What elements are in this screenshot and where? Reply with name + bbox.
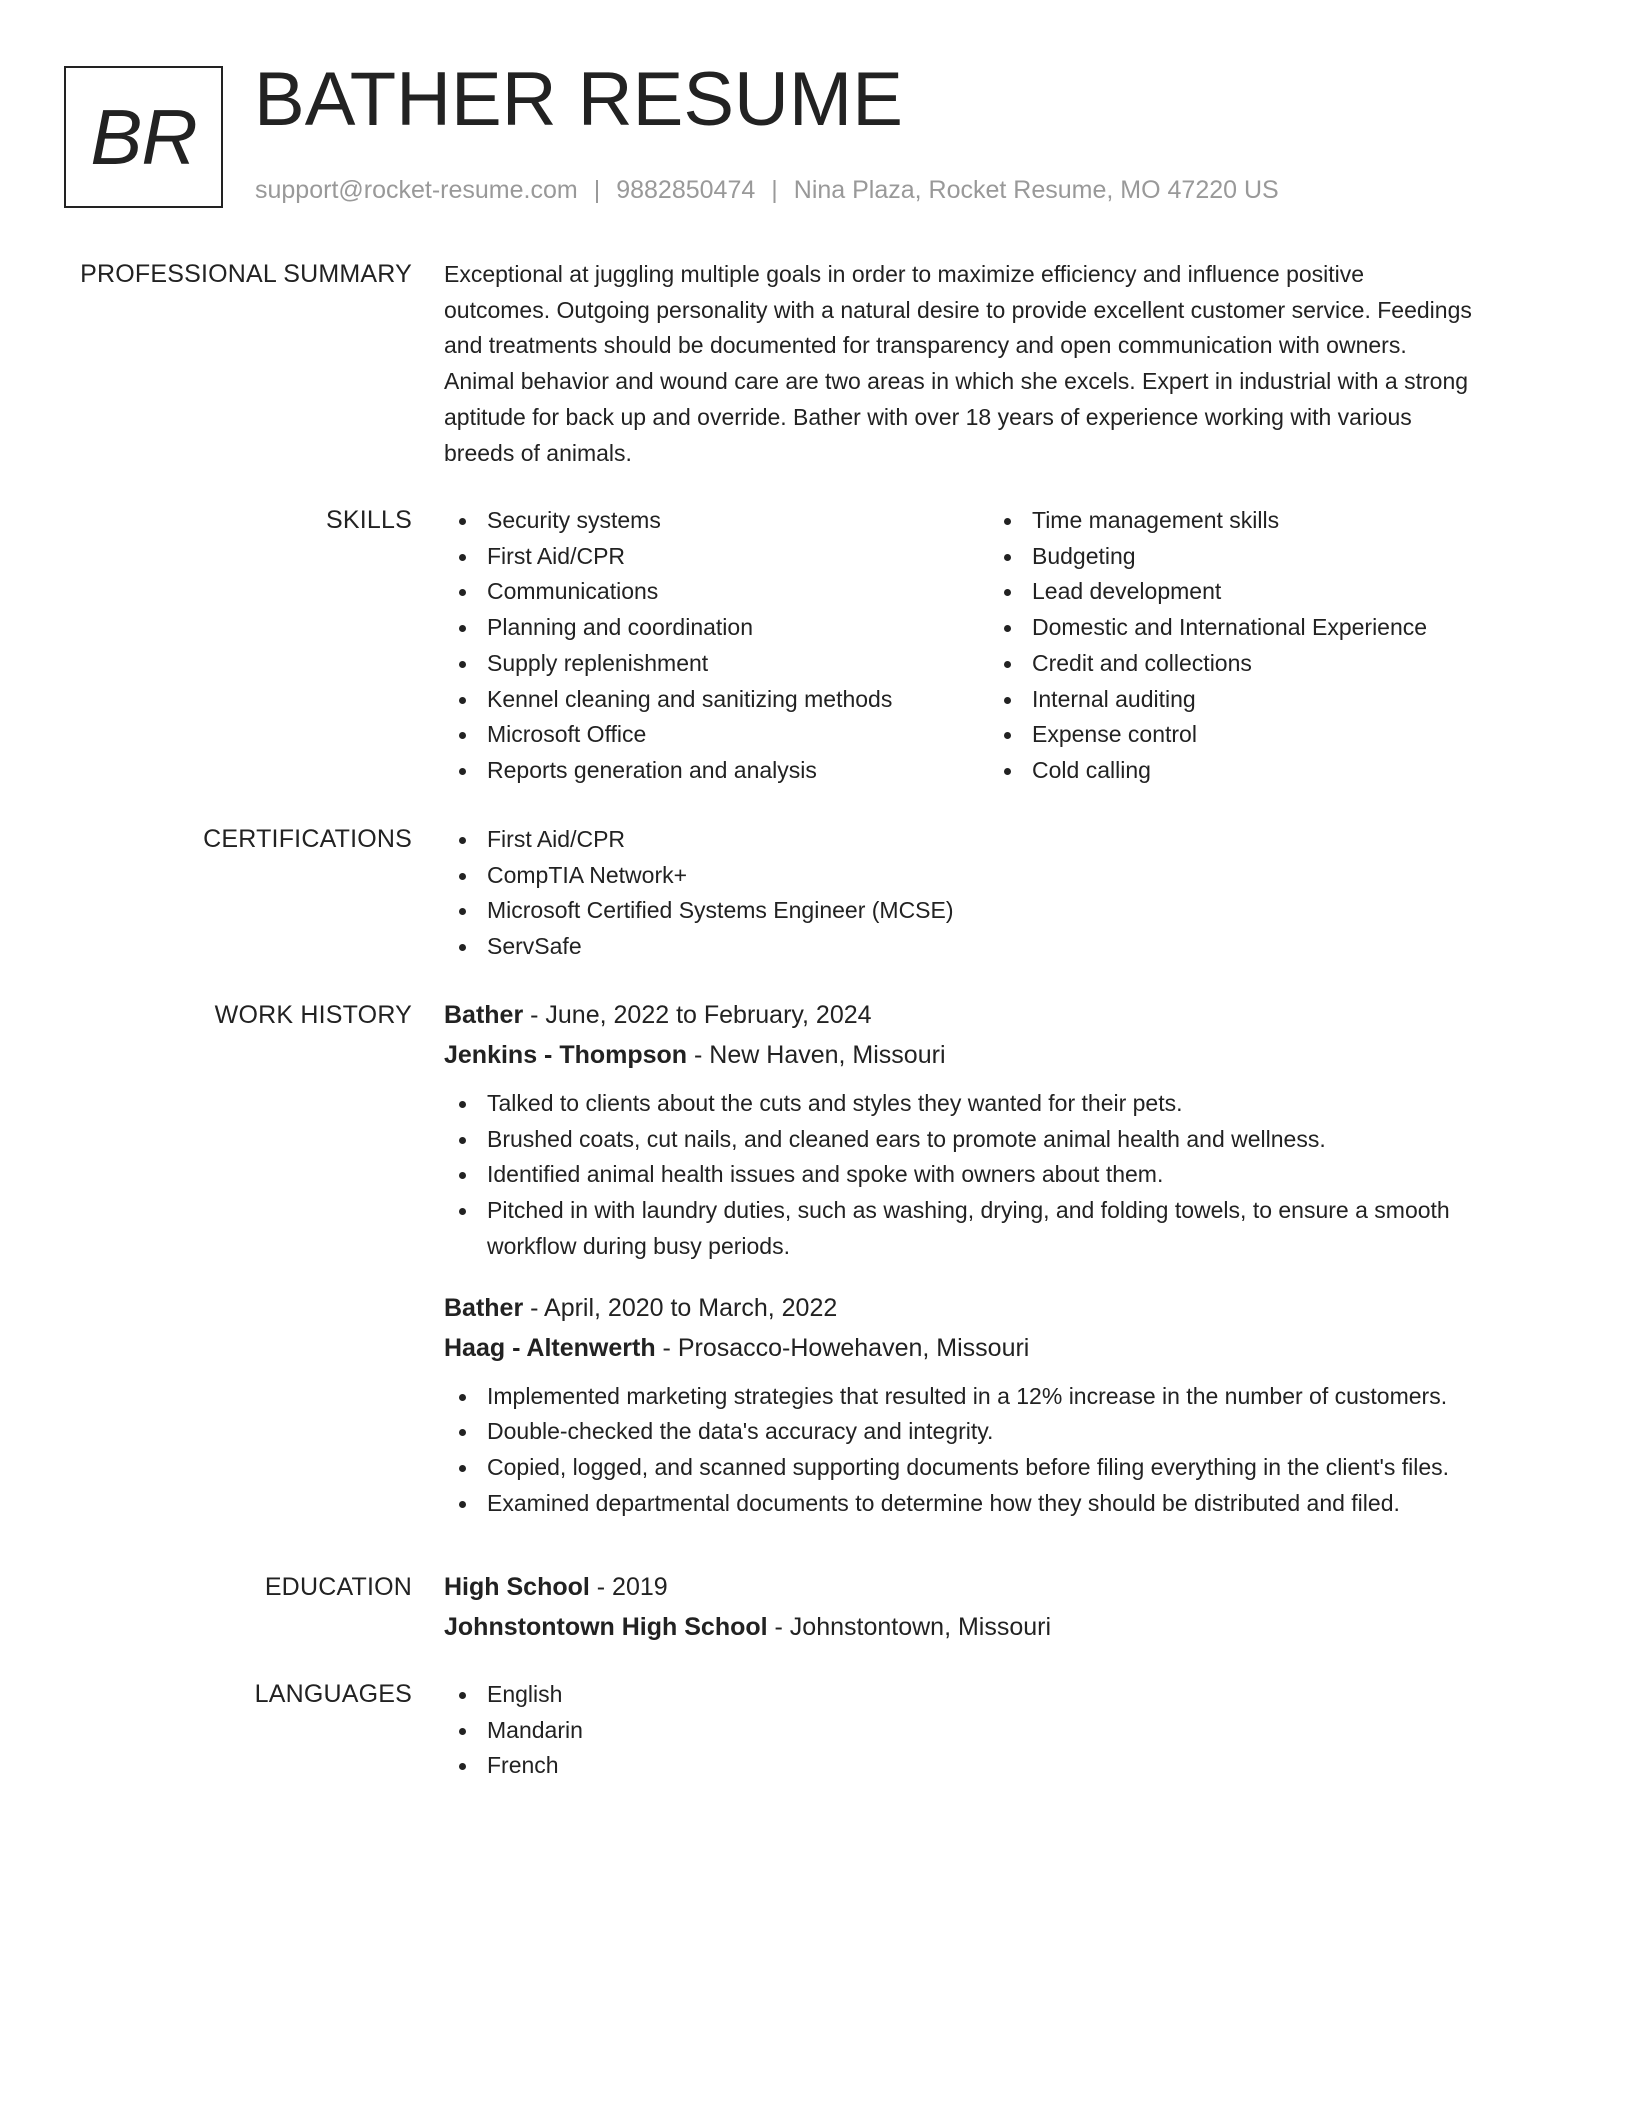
job-company-line: [444, 1035, 1564, 1075]
skill-item: Microsoft Office: [444, 717, 989, 753]
monogram-box: [64, 66, 223, 208]
skill-item: Lead development: [989, 574, 1534, 610]
summary-label: PROFESSIONAL SUMMARY: [80, 260, 412, 288]
contact-email: support@rocket-resume.com: [255, 176, 578, 204]
skill-item: First Aid/CPR: [444, 539, 989, 575]
education-year: - 2019: [589, 1573, 668, 1601]
job-bullet: Double-checked the data's accuracy and integrity.: [444, 1414, 1564, 1450]
job-location: - Prosacco-Howehaven, Missouri: [655, 1333, 1030, 1362]
work-history-body: [444, 995, 1564, 1521]
skill-item: Kennel cleaning and sanitizing methods: [444, 682, 989, 718]
skill-item: Reports generation and analysis: [444, 753, 989, 789]
skills-label: SKILLS: [326, 506, 412, 534]
job-title-line: [444, 1288, 1564, 1328]
skills-list-right: [989, 503, 1534, 789]
job-bullet: Implemented marketing strategies that resulted in a 12% increase in the number of customers.: [444, 1379, 1564, 1415]
skills-columns: [444, 503, 1564, 789]
language-item: Mandarin: [444, 1713, 1564, 1749]
certification-item: First Aid/CPR: [444, 822, 1564, 858]
skill-item: Cold calling: [989, 753, 1534, 789]
job-bullet: Examined departmental documents to determine how they should be distributed and filed.: [444, 1486, 1564, 1522]
job-bullet: Identified animal health issues and spoke with owners about them.: [444, 1157, 1564, 1193]
languages-body: [444, 1677, 1564, 1784]
contact-separator: |: [771, 176, 778, 204]
skill-item: Security systems: [444, 503, 989, 539]
skill-item: Time management skills: [989, 503, 1534, 539]
certifications-list: [444, 822, 1564, 965]
certifications-label: CERTIFICATIONS: [203, 825, 412, 853]
job-company: Haag - Altenwerth: [444, 1333, 656, 1362]
job-location: - New Haven, Missouri: [687, 1041, 946, 1069]
education-body: [444, 1567, 1564, 1647]
job-title-line: [444, 995, 1564, 1035]
certification-item: ServSafe: [444, 929, 1564, 965]
skill-item: Communications: [444, 574, 989, 610]
job-entry: [444, 995, 1564, 1265]
contact-address: Nina Plaza, Rocket Resume, MO 47220 US: [793, 176, 1279, 204]
job-bullet: Copied, logged, and scanned supporting documents before filing everything in the client's files.: [444, 1450, 1564, 1486]
summary-line: outcomes. Outgoing personality with a natural desire to provide excellent customer service. Feedings: [444, 296, 1472, 323]
job-company: Jenkins - Thompson: [444, 1041, 688, 1069]
job-dates: - April, 2020 to March, 2022: [523, 1293, 838, 1322]
skills-body: [444, 503, 1564, 789]
skill-item: Supply replenishment: [444, 646, 989, 682]
job-title: Bather: [444, 1001, 524, 1029]
job-dates: - June, 2022 to February, 2024: [523, 1001, 872, 1029]
education-degree: High School: [444, 1573, 590, 1601]
education-school: Johnstontown High School: [444, 1613, 768, 1641]
job-company-line: [444, 1328, 1564, 1368]
summary-line: Exceptional at juggling multiple goals in order to maximize efficiency and influence positive: [444, 261, 1365, 287]
education-degree-line: [444, 1567, 1564, 1607]
job-bullet: Talked to clients about the cuts and styles they wanted for their pets.: [444, 1086, 1564, 1122]
certifications-body: [444, 822, 1564, 965]
job-bullet-line: workflow during busy periods.: [487, 1232, 790, 1259]
resume-name: BATHER RESUME: [254, 57, 903, 142]
language-item: French: [444, 1748, 1564, 1784]
job-bullet: Brushed coats, cut nails, and cleaned ears to promote animal health and wellness.: [444, 1122, 1564, 1158]
job-title: Bather: [444, 1293, 524, 1322]
skill-item: Domestic and International Experience: [989, 610, 1534, 646]
summary-line: breeds of animals.: [444, 439, 632, 466]
certification-item: Microsoft Certified Systems Engineer (MCSE): [444, 893, 1564, 929]
skill-item: Credit and collections: [989, 646, 1534, 682]
job-bullets: [444, 1086, 1564, 1265]
summary-line: and treatments should be documented for transparency and open communication with owners.: [444, 332, 1407, 359]
job-bullet-line: Pitched in with laundry duties, such as washing, drying, and folding towels, to ensure a smooth: [487, 1197, 1450, 1224]
summary-text: [444, 257, 1564, 471]
languages-label: LANGUAGES: [254, 1680, 412, 1708]
summary-line: aptitude for back up and override. Bather with over 18 years of experience working with various: [444, 403, 1412, 430]
contact-separator: |: [593, 176, 601, 204]
contact-line: [255, 174, 1279, 206]
education-location: - Johnstontown, Missouri: [767, 1613, 1052, 1641]
job-bullets: [444, 1379, 1564, 1522]
skill-item: Budgeting: [989, 539, 1534, 575]
education-school-line: [444, 1607, 1564, 1647]
job-bullet: [444, 1193, 1564, 1264]
monogram-initials: BR: [90, 93, 197, 181]
skills-list-left: [444, 503, 989, 789]
skill-item: Planning and coordination: [444, 610, 989, 646]
skill-item: Expense control: [989, 717, 1534, 753]
work-history-label: WORK HISTORY: [214, 1001, 412, 1029]
job-entry: [444, 1288, 1564, 1522]
education-label: EDUCATION: [264, 1573, 412, 1601]
contact-phone: 9882850474: [616, 176, 756, 204]
skill-item: Internal auditing: [989, 682, 1534, 718]
languages-list: [444, 1677, 1564, 1784]
summary-line: Animal behavior and wound care are two areas in which she excels. Expert in industrial with a strong: [444, 368, 1469, 395]
language-item: English: [444, 1677, 1564, 1713]
certification-item: CompTIA Network+: [444, 858, 1564, 894]
